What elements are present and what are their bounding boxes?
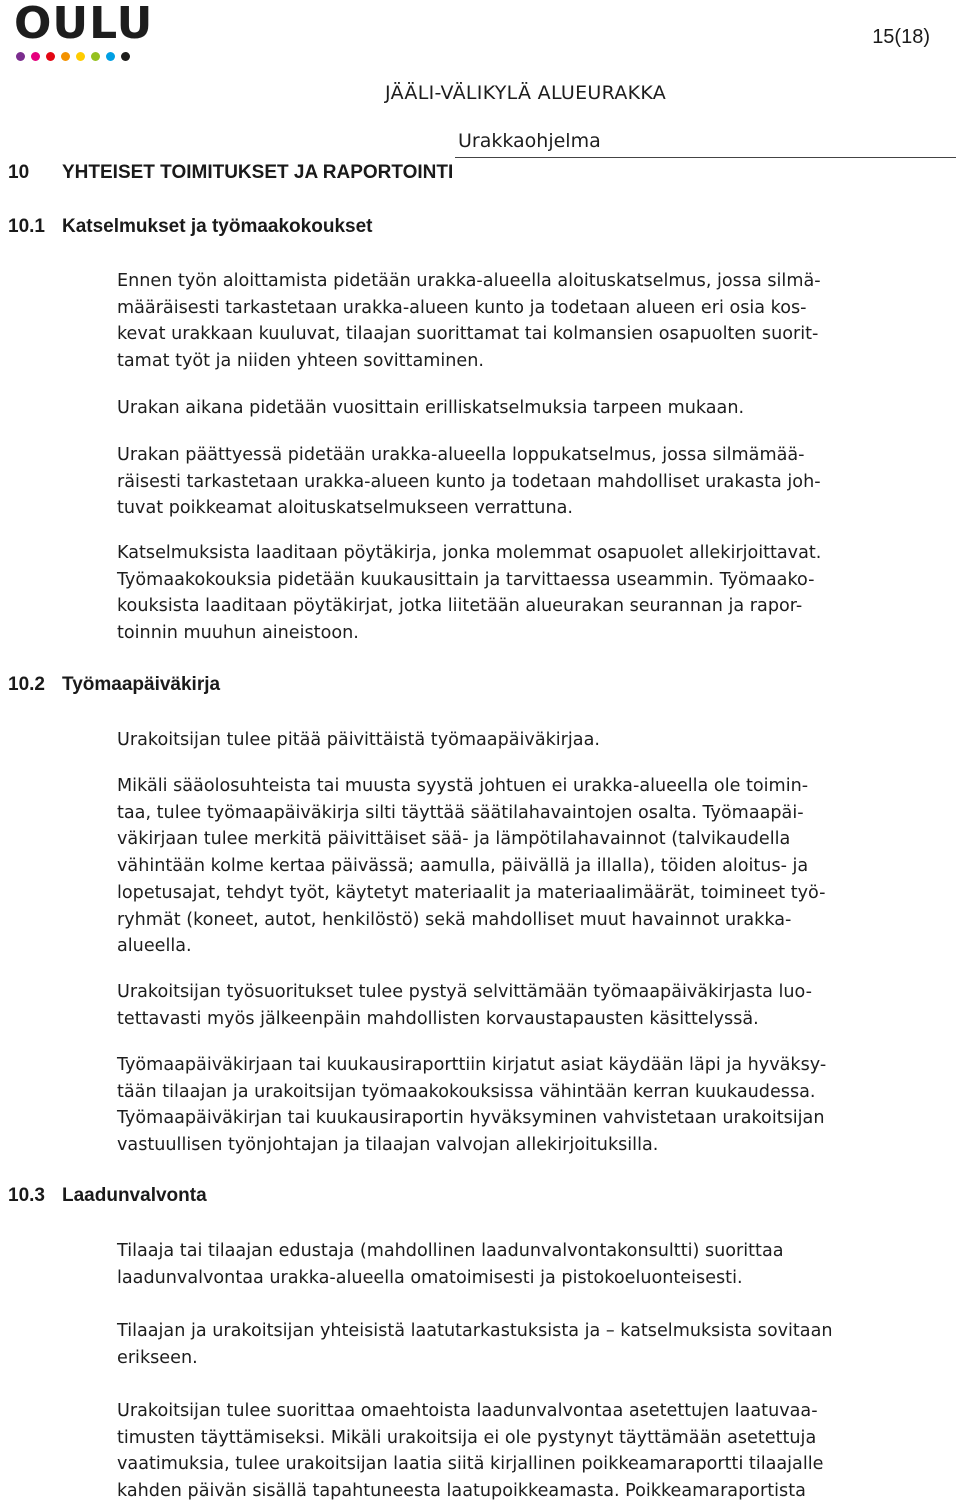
text-line: kevat urakkaan kuuluvat, tilaajan suorittamat tai kolmansien osapuolten suorit- (117, 324, 819, 345)
logo-text: OULU (14, 0, 154, 49)
text-line: tamat työt ja niiden yhteen sovittaminen. (117, 351, 484, 372)
section-number: 10.2 (8, 674, 45, 695)
paragraph-paivakirja-sisalto (117, 773, 955, 960)
text-line: Katselmuksista laaditaan pöytäkirja, jonka molemmat osapuolet allekirjoittavat. (117, 543, 822, 563)
paragraph-erilliskatselmukset (117, 395, 955, 422)
text-line: määräisesti tarkastetaan urakka-alueen kunto ja todetaan alueen eri osia kos- (117, 297, 807, 318)
paragraph-laatutarkastukset (117, 1318, 955, 1371)
logo-dots (16, 52, 153, 61)
text-line: vähintään kolme kertaa päivässä; aamulla, päivällä ja illalla), töiden aloitus- ja (117, 856, 809, 877)
text-line: kahden päivän sisällä tapahtuneesta laatupoikkeamasta. Poikkeamaraportista (117, 1481, 806, 1502)
paragraph-loppukatselmus (117, 442, 955, 522)
section-heading-10-2 (8, 674, 220, 696)
text-line: Mikäli sääolosuhteista tai muusta syystä johtuen ei urakka-alueella ole toimin- (117, 776, 809, 796)
paragraph-tyosuoritukset (117, 979, 955, 1032)
text-line: tettavasti myös jälkeenpäin mahdollisten korvaustapausten käsittelyssä. (117, 1008, 759, 1029)
section-title: Työmaapäiväkirja (62, 674, 221, 695)
text-line: alueella. (117, 936, 192, 957)
logo-dot (76, 52, 85, 61)
text-line: erikseen. (117, 1347, 198, 1368)
page-number: 15(18) (872, 26, 930, 48)
section-heading-10-3 (8, 1185, 207, 1207)
text-line: vastuullisen työnjohtajan ja tilaajan valvojan allekirjoituksilla. (117, 1135, 659, 1156)
section-heading-10 (8, 162, 453, 184)
text-line: Ennen työn aloittamista pidetään urakka-alueella aloituskatselmus, jossa silmä- (117, 271, 821, 291)
text-line: ryhmät (koneet, autot, henkilöstö) sekä mahdolliset muut havainnot urakka- (117, 909, 792, 930)
text-line: vaatimuksia, tulee urakoitsijan laatia siitä kirjallinen poikkeamaraportti tilaajalle (117, 1454, 824, 1475)
text-line: Urakan päättyessä pidetään urakka-alueella loppukatselmus, jossa silmämää- (117, 445, 805, 465)
paragraph-tilaajan-laadunvalvonta (117, 1238, 955, 1291)
text-line: väkirjaan tulee merkitä päivittäiset sää- ja lämpötilahavainnot (talvikaudella (117, 829, 791, 850)
text-line: Urakoitsijan työsuoritukset tulee pystyä selvittämään työmaapäiväkirjasta luo- (117, 982, 812, 1002)
document-type: Urakkaohjelma (458, 130, 601, 152)
text-line: kouksista laaditaan pöytäkirjat, jotka liitetään alueurakan seurannan ja rapor- (117, 596, 803, 617)
text-line: Tilaaja tai tilaajan edustaja (mahdollinen laadunvalvontakonsultti) suorittaa (117, 1241, 784, 1261)
oulu-logo (14, 0, 153, 61)
text-line: Urakoitsijan tulee pitää päivittäistä työmaapäiväkirjaa. (117, 730, 600, 750)
text-line: Työmaakokouksia pidetään kuukausittain ja tarvittaessa useammin. Työmaako- (117, 569, 815, 590)
text-line: tuvat poikkeamat aloituskatselmukseen verrattuna. (117, 498, 573, 519)
text-line: Työmaapäiväkirjaan tai kuukausiraporttiin kirjatut asiat käydään läpi ja hyväksy- (117, 1055, 827, 1075)
text-line: taa, tulee työmaapäiväkirja silti täyttää säätilahavaintojen osalta. Työmaapäi- (117, 802, 804, 823)
paragraph-paivakirja-velvoite (117, 727, 955, 754)
project-title: JÄÄLI-VÄLIKYLÄ ALUEURAKKA (385, 82, 667, 104)
logo-dot (121, 52, 130, 61)
logo-dot (16, 52, 25, 61)
text-line: räisesti tarkastetaan urakka-alueen kunto ja todetaan mahdolliset urakasta joh- (117, 471, 821, 492)
logo-dot (46, 52, 55, 61)
section-heading-10-1 (8, 216, 372, 238)
paragraph-hyvaksyminen (117, 1052, 955, 1159)
text-line: toinnin muuhun aineistoon. (117, 623, 359, 644)
text-line: Työmaapäiväkirjan tai kuukausiraportin hyväksyminen vahvistetaan urakoitsijan (117, 1108, 825, 1129)
paragraph-poytakirjat (117, 540, 955, 647)
header-divider (455, 157, 956, 158)
text-line: tään tilaajan ja urakoitsijan työmaakokouksissa vähintään kerran kuukaudessa. (117, 1081, 816, 1102)
paragraph-aloituskatselmus (117, 268, 955, 375)
text-line: laadunvalvontaa urakka-alueella omatoimisesti ja pistokoeluonteisesti. (117, 1267, 743, 1288)
section-number: 10 (8, 162, 30, 183)
logo-dot (106, 52, 115, 61)
text-line: Tilaajan ja urakoitsijan yhteisistä laatutarkastuksista ja – katselmuksista sovitaan (117, 1321, 833, 1341)
text-line: Urakan aikana pidetään vuosittain erilliskatselmuksia tarpeen mukaan. (117, 398, 745, 418)
section-title: Katselmukset ja työmaakokoukset (62, 216, 373, 237)
text-line: Urakoitsijan tulee suorittaa omaehtoista laadunvalvontaa asetettujen laatuvaa- (117, 1401, 818, 1421)
logo-dot (31, 52, 40, 61)
section-title: YHTEISET TOIMITUKSET JA RAPORTOINTI (62, 162, 454, 183)
section-number: 10.3 (8, 1185, 45, 1206)
section-number: 10.1 (8, 216, 45, 237)
logo-dot (61, 52, 70, 61)
section-title: Laadunvalvonta (62, 1185, 207, 1206)
paragraph-omaehtoinen-laadunvalvonta (117, 1398, 955, 1505)
text-line: lopetusajat, tehdyt työt, käytetyt materiaalit ja materiaalimäärät, toimineet työ- (117, 882, 826, 903)
logo-dot (91, 52, 100, 61)
text-line: timusten täyttämiseksi. Mikäli urakoitsija ei ole pystynyt täyttämään asetettuja (117, 1427, 817, 1448)
